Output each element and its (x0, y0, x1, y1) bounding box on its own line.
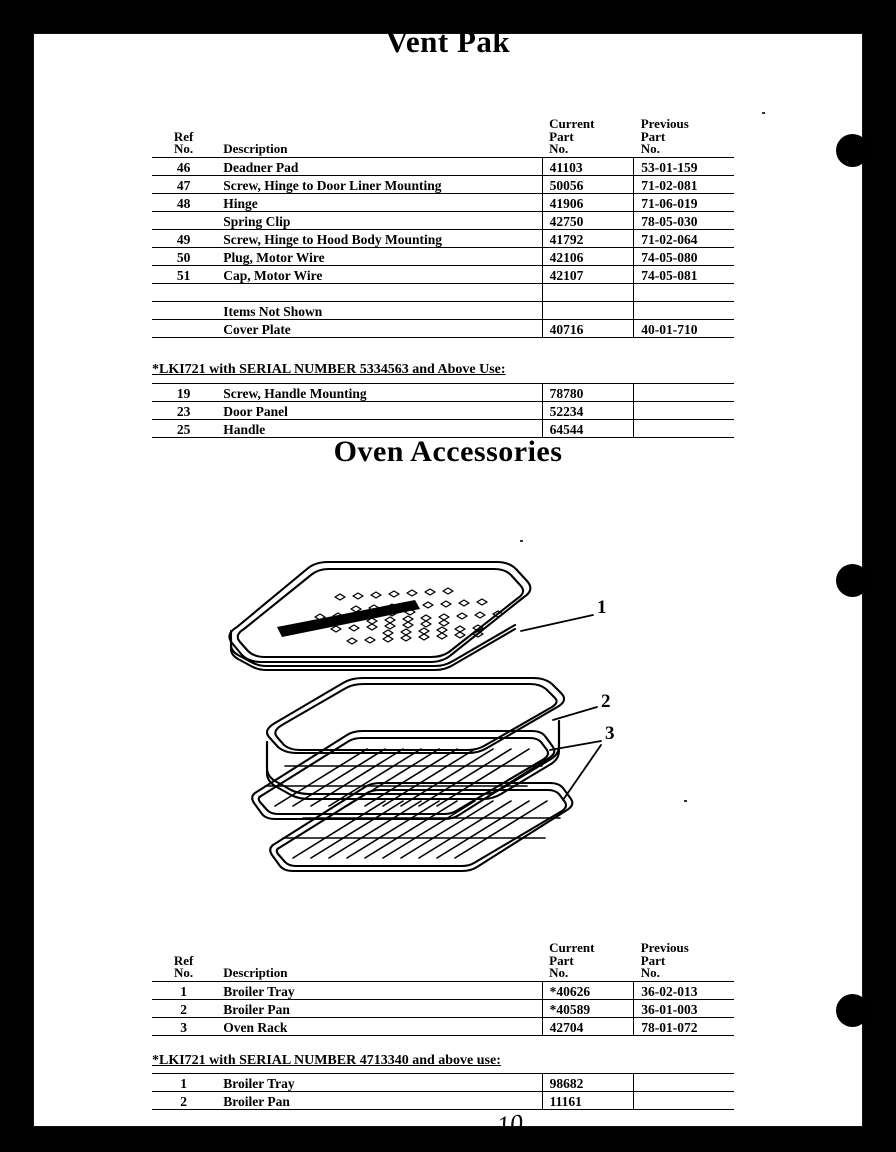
punch-hole-top (836, 134, 869, 167)
page-bottom-edge (34, 1129, 862, 1132)
cell-description: Broiler Tray (215, 981, 542, 999)
table-row (152, 981, 734, 999)
punch-hole-middle (836, 564, 869, 597)
cell-description: Spring Clip (215, 211, 542, 229)
table-row (152, 999, 734, 1017)
handwritten-page-number: 10 (495, 1108, 525, 1141)
cell-current: 42704 (542, 1017, 634, 1035)
cell-previous: 53-01-159 (634, 157, 734, 175)
leader-line-3a (550, 741, 601, 750)
cell-description: Plug, Motor Wire (215, 247, 542, 265)
cell-description: Broiler Tray (215, 1074, 542, 1092)
scan-speck (16, 1070, 19, 1072)
broiler-tray-icon (229, 562, 530, 670)
table-row (152, 157, 734, 175)
cell-previous (634, 402, 734, 420)
cell-previous (634, 283, 734, 301)
cell-description: Screw, Hinge to Door Liner Mounting (215, 175, 542, 193)
parts-table-vent-pak (152, 118, 734, 338)
table-row (152, 301, 734, 319)
cell-ref: 25 (152, 420, 215, 438)
cell-previous: 36-02-013 (634, 981, 734, 999)
cell-current: 41792 (542, 229, 634, 247)
section-title-oven-accessories: Oven Accessories (333, 435, 563, 468)
cell-ref: 3 (152, 1017, 215, 1035)
cell-ref (152, 211, 215, 229)
cell-previous: 74-05-081 (634, 265, 734, 283)
table-row (152, 283, 734, 301)
cell-description: Hinge (215, 193, 542, 211)
cell-current (542, 301, 634, 319)
cell-description: Broiler Pan (215, 1092, 542, 1110)
table-row (152, 193, 734, 211)
table-row (152, 175, 734, 193)
parts-table-oven-serial (152, 1073, 734, 1110)
column-header-description: Description (223, 141, 288, 156)
cell-previous: 36-01-003 (634, 999, 734, 1017)
cell-current: 42106 (542, 247, 634, 265)
cell-current: *40589 (542, 999, 634, 1017)
scan-speck (20, 420, 22, 422)
cell-previous: 71-02-081 (634, 175, 734, 193)
column-header-current-part-no: Current Part No. (549, 942, 595, 980)
cell-current: *40626 (542, 981, 634, 999)
scan-speck (684, 800, 687, 802)
cell-previous (634, 301, 734, 319)
column-header-previous-part-no: Previous Part No. (640, 118, 689, 156)
column-header-ref-no: Ref No. (173, 952, 194, 980)
cell-previous: 74-05-080 (634, 247, 734, 265)
cell-ref: 23 (152, 402, 215, 420)
cell-description: Door Panel (215, 402, 542, 420)
illustration-oven-accessories (215, 545, 665, 935)
serial-note-vent-pak: *LKI721 with SERIAL NUMBER 5334563 and Above Use: (152, 362, 506, 377)
cell-current: 42107 (542, 265, 634, 283)
parts-table-vent-pak-serial (152, 383, 734, 438)
cell-description: Items Not Shown (215, 301, 542, 319)
parts-table-oven-accessories (152, 942, 734, 1036)
callout-1: 1 (597, 597, 607, 618)
leader-line-1 (521, 615, 593, 631)
cell-ref: 49 (152, 229, 215, 247)
cell-ref: 2 (152, 999, 215, 1017)
cell-ref: 1 (152, 981, 215, 999)
column-header-current-part-no: Current Part No. (549, 118, 595, 156)
table-row (152, 211, 734, 229)
cell-ref: 50 (152, 247, 215, 265)
column-header-ref-no: Ref No. (173, 128, 194, 156)
table-row (152, 229, 734, 247)
cell-current: 42750 (542, 211, 634, 229)
cell-previous (634, 1074, 734, 1092)
cell-previous: 71-06-019 (634, 193, 734, 211)
table-row (152, 402, 734, 420)
table-row (152, 1074, 734, 1092)
cell-description (215, 283, 542, 301)
table-row (152, 265, 734, 283)
cell-ref: 46 (152, 157, 215, 175)
table-row (152, 319, 734, 337)
cell-current (542, 283, 634, 301)
cell-current: 98682 (542, 1074, 634, 1092)
cell-description: Handle (215, 420, 542, 438)
parts-table-oven-body (152, 981, 734, 1035)
punch-hole-bottom (836, 994, 869, 1027)
cell-description: Oven Rack (215, 1017, 542, 1035)
cell-current: 50056 (542, 175, 634, 193)
parts-table-oven-serial-body (152, 1074, 734, 1110)
cell-previous: 40-01-710 (634, 319, 734, 337)
table-row (152, 247, 734, 265)
cell-current: 41103 (542, 157, 634, 175)
cell-previous (634, 384, 734, 402)
column-header-previous-part-no: Previous Part No. (640, 942, 689, 980)
table-row (152, 1092, 734, 1110)
cell-previous: 78-01-072 (634, 1017, 734, 1035)
cell-ref: 1 (152, 1074, 215, 1092)
cell-ref: 19 (152, 384, 215, 402)
scan-speck (762, 112, 765, 114)
cell-description: Screw, Handle Mounting (215, 384, 542, 402)
parts-table-vent-pak-body (152, 157, 734, 337)
oven-rack-upper-icon (252, 731, 554, 819)
parts-table-vent-pak-serial-body (152, 384, 734, 438)
cell-ref (152, 283, 215, 301)
table-row (152, 1017, 734, 1035)
cell-current: 40716 (542, 319, 634, 337)
cell-previous (634, 1092, 734, 1110)
cell-description: Broiler Pan (215, 999, 542, 1017)
cell-ref (152, 319, 215, 337)
cell-ref: 48 (152, 193, 215, 211)
oven-rack-lower-icon (270, 783, 572, 871)
serial-note-oven-accessories: *LKI721 with SERIAL NUMBER 4713340 and above use: (152, 1053, 501, 1068)
cell-current: 41906 (542, 193, 634, 211)
cell-description: Cover Plate (215, 319, 542, 337)
cell-previous: 71-02-064 (634, 229, 734, 247)
scan-speck (520, 540, 523, 542)
table-row (152, 384, 734, 402)
leader-line-2 (553, 707, 597, 720)
cell-ref: 47 (152, 175, 215, 193)
cell-description: Screw, Hinge to Hood Body Mounting (215, 229, 542, 247)
cell-ref: 2 (152, 1092, 215, 1110)
cell-ref: 51 (152, 265, 215, 283)
cell-current: 11161 (542, 1092, 634, 1110)
cell-current: 52234 (542, 402, 634, 420)
cell-ref (152, 301, 215, 319)
cell-current: 64544 (542, 420, 634, 438)
cell-description: Deadner Pad (215, 157, 542, 175)
leader-line-3b (563, 745, 601, 800)
section-title-vent-pak: Vent Pak (385, 24, 511, 59)
cell-current: 78780 (542, 384, 634, 402)
callout-3: 3 (605, 723, 615, 744)
column-header-description: Description (223, 965, 288, 980)
callout-2: 2 (601, 691, 611, 712)
cell-description: Cap, Motor Wire (215, 265, 542, 283)
cell-previous: 78-05-030 (634, 211, 734, 229)
